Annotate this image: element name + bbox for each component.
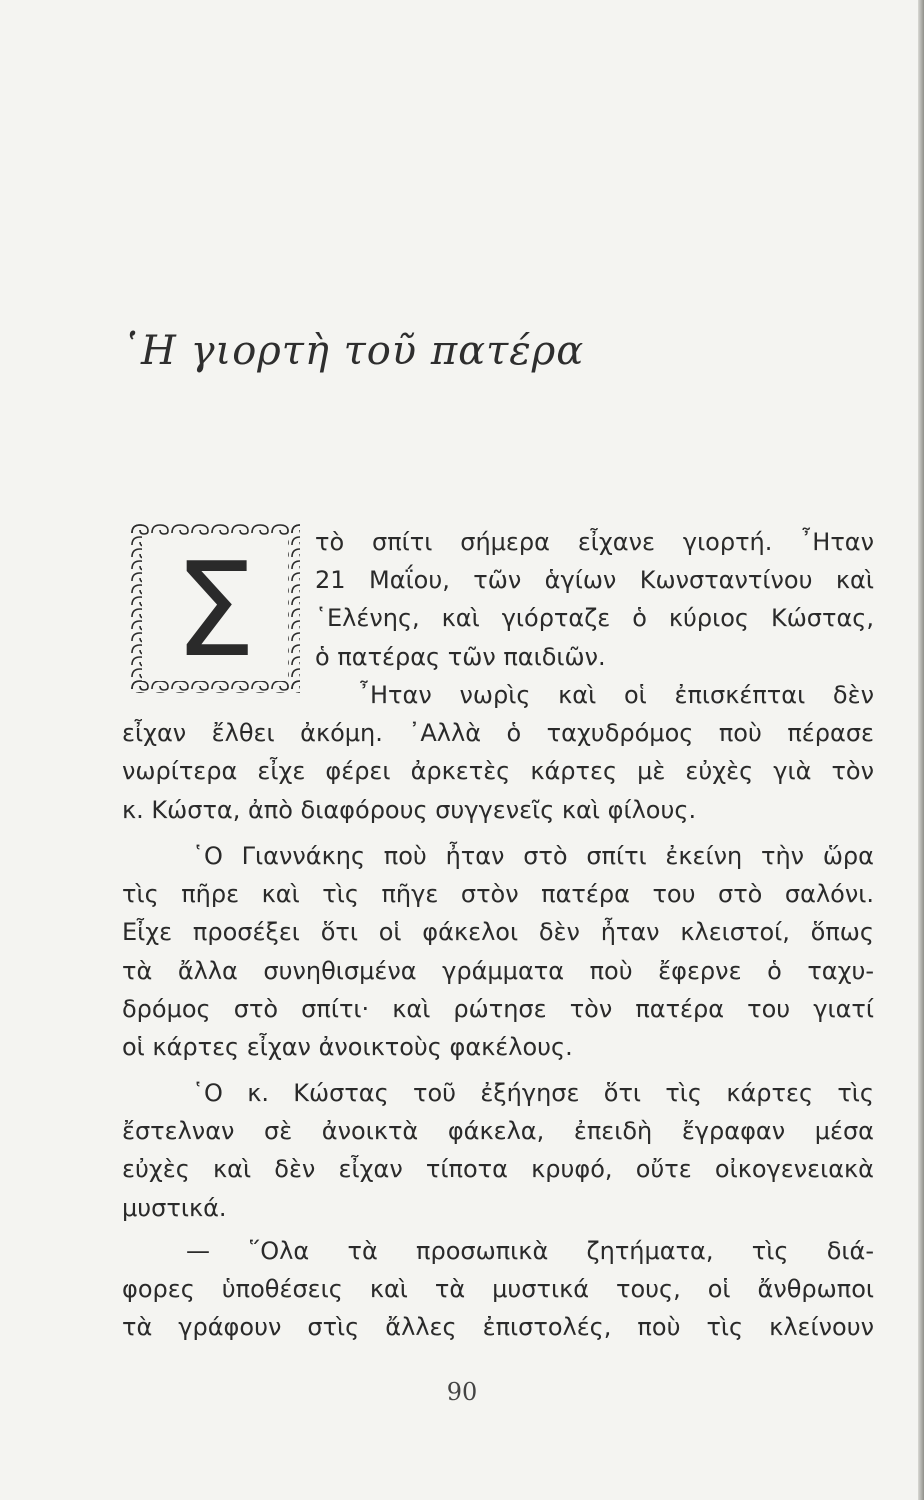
text-line: εἶχαν ἔλθει ἀκόμη. ᾿Αλλὰ ὁ ταχυδρόμος ποὺ πέρασε (122, 719, 874, 748)
text-line: δρόμος στὸ σπίτι· καὶ ρώτησε τὸν πατέρα του γιατί (122, 994, 874, 1023)
paragraph-2 (122, 676, 874, 829)
text-line: ὁ πατέρας τῶν παιδιῶν. (315, 642, 606, 671)
drop-cap-ornament (130, 523, 300, 693)
text-line: τὰ γράφουν στὶς ἄλλες ἐπιστολές, ποὺ τὶς κλείνουν (122, 1313, 874, 1342)
text-line: τὰ ἄλλα συνηθισμένα γράμματα ποὺ ἔφερνε ὁ ταχυ- (122, 956, 874, 985)
text-line: — ῞Ολα τὰ προσωπικὰ ζητήματα, τὶς διά- (186, 1237, 874, 1265)
text-line: κ. Κώστα, ἀπὸ διαφόρους συγγενεῖς καὶ φίλους. (122, 795, 697, 824)
text-line: ῾Ο Γιαννάκης ποὺ ἦταν στὸ σπίτι ἐκείνη τὴν ὥρα (192, 842, 874, 870)
text-line: εὐχὲς καὶ δὲν εἶχαν τίποτα κρυφό, οὔτε οἰκογενειακὰ (122, 1155, 874, 1184)
text-line: ἔστελναν σὲ ἀνοικτὰ φάκελα, ἐπειδὴ ἔγραφαν μέσα (122, 1117, 874, 1146)
text-line: μυστικά. (122, 1193, 227, 1222)
text-line: νωρίτερα εἶχε φέρει ἀρκετὲς κάρτες μὲ εὐχὲς γιὰ τὸν (122, 757, 874, 786)
page-number: 90 (446, 1378, 478, 1406)
text-line: τὶς πῆρε καὶ τὶς πῆγε στὸν πατέρα του στὸ σαλόνι. (122, 880, 874, 909)
drop-cap-letter: Σ (173, 534, 257, 686)
paragraph-5 (122, 1232, 874, 1347)
text-line: ῾Ο κ. Κώστας τοῦ ἐξήγησε ὅτι τὶς κάρτες τὶς (192, 1079, 874, 1107)
paragraph-3 (122, 837, 874, 1066)
text-line: ῾Ελένης, καὶ γιόρταζε ὁ κύριος Κώστας, (315, 604, 874, 633)
text-line: φορες ὑποθέσεις καὶ τὰ μυστικά τους, οἱ ἄνθρωποι (122, 1275, 874, 1304)
chapter-title: ῾Η γιορτὴ τοῦ πατέρα (120, 328, 585, 374)
text-line: τὸ σπίτι σήμερα εἶχανε γιορτή. ῏Ηταν (315, 528, 874, 556)
text-line: ῏Ηταν νωρὶς καὶ οἱ ἐπισκέπται δὲν (358, 681, 874, 709)
text-line: Εἶχε προσέξει ὅτι οἱ φάκελοι δὲν ἦταν κλειστοί, ὅπως (122, 918, 874, 947)
paragraph-1 (315, 523, 874, 676)
paragraph-4 (122, 1074, 874, 1227)
text-line: 21 Μαΐου, τῶν ἁγίων Κωνσταντίνου καὶ (315, 566, 874, 595)
text-line: οἱ κάρτες εἶχαν ἀνοικτοὺς φακέλους. (122, 1033, 573, 1062)
page-edge (918, 0, 924, 1500)
